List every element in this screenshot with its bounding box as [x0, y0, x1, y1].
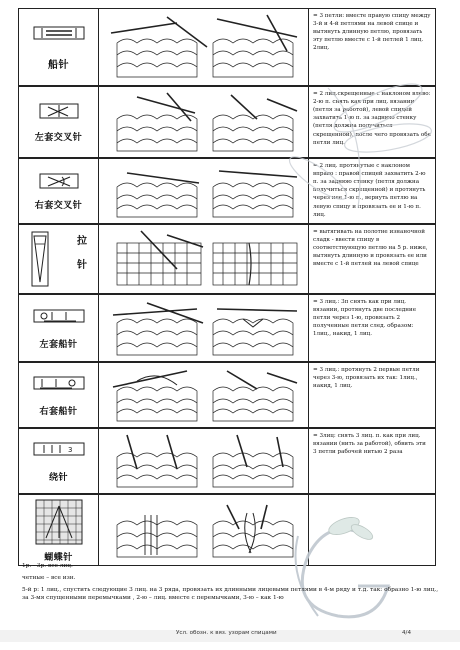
knitting-needles-illustration: [107, 499, 301, 563]
row-label: 右套交叉针: [34, 200, 83, 211]
knitting-needles-illustration: [107, 13, 301, 83]
legend-line-3: 5-й р: 1 лиц., спустить следующие 3 лиц. на 3 ряда, провязать их длинными лицевыми петлями в 4-м ряду и т.д. так: образно 1-ю лиц., за 3-мя спущенными перемычками , 2-ю – лиц. вместе с перемычками, 3-ю – как 1-ю: [22, 587, 439, 602]
row-label: 左套交叉针: [34, 132, 83, 143]
symbol-cell: [19, 295, 99, 361]
table-row: [18, 494, 436, 566]
illustration-cell: [99, 159, 309, 223]
row-label: 拉针: [74, 235, 86, 283]
knitting-needles-illustration: [107, 229, 301, 291]
wrap-stitch-icon: [32, 440, 86, 458]
row-label: 左套船针: [39, 339, 78, 350]
row-description: = 3 лиц.: 3п снять как при лиц. вязании, протянуть две последние петли через 1-ю, провязать 2 полученные петли след. образом: 1лиц., накид, 1 лиц.: [313, 299, 417, 338]
legend-line-2: четные – все изн.: [22, 575, 76, 581]
knitting-needles-illustration: [107, 433, 301, 491]
row-description: = вытягивать на полотне изнаночной сладк - ввести спицу в соответствующую петлю на 5 р. ниже, вытянуть длинную и провязать ее или вместе с 1-й петлей на левой спице: [313, 229, 428, 268]
table-row: [18, 428, 436, 494]
right-boat-icon: [32, 374, 86, 392]
table-row: [18, 294, 436, 362]
symbol-cell: [19, 225, 99, 293]
row-description: = 3лиц: снять 3 лиц. п. как при лиц. вязании (нить за работой), обвить эти 3 петли рабочей нитью 2 раза: [313, 433, 426, 456]
table-row: [18, 224, 436, 294]
page-number: 4/4: [402, 630, 412, 636]
table-row: [18, 86, 436, 158]
knitting-needles-illustration: [107, 163, 301, 221]
butterfly-chart-icon: [32, 498, 86, 546]
illustration-cell: [99, 363, 309, 427]
symbol-cell: [19, 495, 99, 565]
illustration-cell: [99, 87, 309, 157]
illustration-cell: [99, 429, 309, 493]
pull-stitch-icon: [30, 230, 52, 288]
left-boat-icon: [32, 307, 86, 325]
illustration-cell: [99, 225, 309, 293]
symbol-cell: [19, 429, 99, 493]
row-description: = 3 петли: вместе правую спицу между 3-й и 4-й петлями на левой спице и вытянуть длинную петлю, провязать эту петлю вместе с 1-й петлей 1 лиц. 2лиц.: [313, 13, 431, 52]
cross-left-icon: [32, 102, 86, 120]
illustration-cell: [99, 495, 309, 565]
row-description: [309, 495, 435, 565]
row-description: = 2 лиц. протянутые с наклоном вправо : правой спицей захватить 2-ю п. за заднюю стенку (петля должна получиться скрещенной) и протянуть через нее 1-ю п., вернуть петлю на левую спицу и провязать ее и 1-ю п. лиц.: [313, 163, 426, 218]
symbol-cell: [19, 159, 99, 223]
illustration-cell: [99, 9, 309, 85]
legend-line-1: 1р. - 3р. все лиц.: [22, 563, 73, 569]
row-label: 船针: [48, 59, 69, 71]
parallel-stitch-icon: [32, 24, 86, 42]
cross-right-icon: [32, 172, 86, 190]
table-row: [18, 158, 436, 224]
row-description: = 3 лиц.: протянуть 2 первые петли через 3-ю, провязать их так: 1лиц., накид, 1 лиц.: [313, 367, 420, 390]
knitting-needles-illustration: [107, 367, 301, 425]
knitting-needles-illustration: [107, 299, 301, 359]
row-label: 蝴蝶针: [44, 552, 73, 563]
row-description: = 2 лиц.скрещенные с наклоном влево: 2-ю п. снять как при лиц. вязании (петля за работой), левой спицей захватить 1-ю п. за заднюю стенку (петля должна получиться скрещенной), после чего провязать обе петли лиц.: [313, 91, 431, 146]
row-label: 绕针: [48, 472, 68, 483]
row-label: 右套船针: [39, 406, 78, 417]
symbol-cell: [19, 363, 99, 427]
symbol-cell: [19, 87, 99, 157]
table-row: [18, 362, 436, 428]
table-row: [18, 8, 436, 86]
symbol-cell: [19, 9, 99, 85]
illustration-cell: [99, 295, 309, 361]
svg-text:3: 3: [67, 445, 72, 454]
footer-caption: Усл. обозн. к вяз. узорам спицами: [176, 630, 277, 636]
knitting-needles-illustration: [107, 91, 301, 155]
